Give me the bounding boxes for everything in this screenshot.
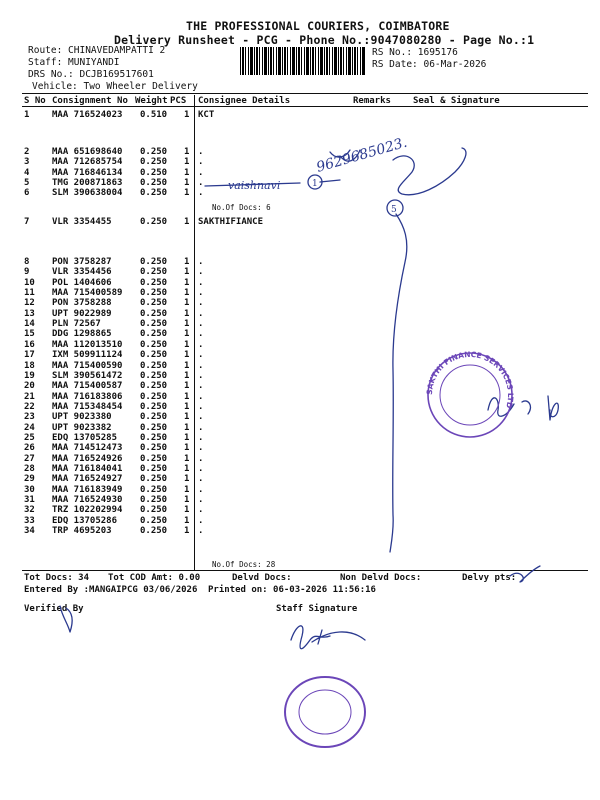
col-consignee: Consignee Details	[198, 96, 291, 106]
row-weight: 0.250	[140, 474, 168, 485]
row-consignee: .	[198, 401, 204, 412]
col-pcs: PCS	[170, 96, 187, 106]
row-weight: 0.250	[140, 308, 168, 319]
row-weight: 0.250	[140, 453, 168, 464]
row-weight: 0.250	[140, 370, 168, 381]
row-consignment: PON 3758287	[52, 257, 112, 267]
row-sno: 14	[24, 319, 35, 330]
row-consignee: .	[198, 360, 204, 371]
row-weight: 0.250	[140, 217, 168, 227]
row-sno: 16	[24, 339, 35, 350]
row-consignment: EDQ 13705285	[52, 432, 118, 443]
row-pcs: 1	[184, 319, 190, 330]
row-pcs: 1	[184, 453, 190, 464]
row-weight: 0.250	[140, 495, 168, 506]
row-pcs: 1	[184, 110, 190, 120]
row-pcs: 1	[184, 474, 190, 485]
col-weight: Weight	[135, 96, 168, 106]
row-sno: 1	[24, 110, 30, 120]
row-consignee: KCT	[198, 110, 215, 120]
row-pcs: 1	[184, 401, 190, 412]
row-consignment: SLM 390638004	[52, 188, 123, 199]
route-label: Route: CHINAVEDAMPATTI 2	[28, 45, 166, 56]
row-consignment: DDG 1298865	[52, 329, 112, 340]
row-weight: 0.510	[140, 110, 168, 120]
row-sno: 10	[24, 277, 35, 288]
row-weight: 0.250	[140, 515, 168, 526]
verified-scribble-icon	[60, 606, 72, 632]
row-sno: 11	[24, 288, 35, 299]
row-consignee: .	[198, 370, 204, 381]
row-weight: 0.250	[140, 360, 168, 371]
stamp-signature-icon	[488, 396, 558, 420]
row-sno: 6	[24, 188, 30, 199]
row-sno: 19	[24, 370, 35, 381]
row-consignment: MAA 714512473	[52, 443, 123, 454]
row-consignment: MAA 715348454	[52, 401, 123, 412]
row-sno: 12	[24, 298, 35, 309]
row-pcs: 1	[184, 147, 190, 157]
row-pcs: 1	[184, 464, 190, 474]
row-pcs: 1	[184, 526, 190, 537]
row-pcs: 1	[184, 308, 190, 319]
group-docs-count-1: No.Of Docs: 6	[212, 203, 271, 212]
row-pcs: 1	[184, 515, 190, 526]
row-consignee: .	[198, 288, 204, 299]
row-pcs: 1	[184, 412, 190, 423]
row-pcs: 1	[184, 339, 190, 350]
row-sno: 9	[24, 267, 30, 278]
row-pcs: 1	[184, 288, 190, 299]
row-sno: 31	[24, 495, 35, 506]
handwritten-phone: 9629685023.	[314, 134, 410, 176]
row-weight: 0.250	[140, 443, 168, 454]
company-title: THE PROFESSIONAL COURIERS, COIMBATORE	[186, 19, 450, 33]
row-consignment: MAA 715400589	[52, 288, 123, 299]
row-weight: 0.250	[140, 401, 168, 412]
row-consignee: .	[198, 319, 204, 330]
row-pcs: 1	[184, 505, 190, 516]
row-pcs: 1	[184, 157, 190, 168]
row-consignee: .	[198, 422, 204, 433]
row-consignee: .	[198, 167, 204, 178]
total-cod: Tot COD Amt: 0.00	[108, 573, 201, 583]
stamp-text: SAKTHI FINANCE SERVICES LTD	[424, 349, 516, 410]
drs-label: DRS No.: DCJB169517601	[28, 69, 154, 80]
row-consignee: .	[198, 329, 204, 340]
row-consignee: .	[198, 147, 204, 157]
row-consignee: .	[198, 339, 204, 350]
row-sno: 33	[24, 515, 35, 526]
entered-by: Entered By :MANGAIPCG 03/06/2026	[24, 585, 198, 595]
row-sno: 34	[24, 526, 35, 537]
row-pcs: 1	[184, 257, 190, 267]
row-consignment: MAA 716184041	[52, 464, 123, 474]
row-consignment: TMG 200871863	[52, 178, 123, 189]
row-weight: 0.250	[140, 319, 168, 330]
row-weight: 0.250	[140, 178, 168, 189]
row-weight: 0.250	[140, 391, 168, 402]
row-pcs: 1	[184, 381, 190, 392]
row-consignment: TRZ 102202994	[52, 505, 123, 516]
row-consignment: VLR 3354455	[52, 217, 112, 227]
do-stamp-icon	[285, 677, 365, 747]
handwritten-name: vaishnavi	[228, 179, 281, 192]
row-consignment: MAA 716183806	[52, 391, 123, 402]
staff-label: Staff: MUNIYANDI	[28, 57, 120, 68]
col-sno: S No	[24, 96, 46, 106]
row-weight: 0.250	[140, 167, 168, 178]
row-consignee: .	[198, 443, 204, 454]
row-weight: 0.250	[140, 267, 168, 278]
row-sno: 24	[24, 422, 35, 433]
row-sno: 26	[24, 443, 35, 454]
row-consignment: POL 1404606	[52, 277, 112, 288]
row-pcs: 1	[184, 350, 190, 361]
row-consignment: PON 3758288	[52, 298, 112, 309]
row-consignment: UPT 9023382	[52, 422, 112, 433]
row-consignment: MAA 716846134	[52, 167, 123, 178]
row-sno: 29	[24, 474, 35, 485]
handwritten-circle-5: 5	[391, 205, 397, 215]
col-remarks: Remarks	[353, 96, 391, 106]
row-pcs: 1	[184, 443, 190, 454]
row-sno: 22	[24, 401, 35, 412]
row-consignee: .	[198, 453, 204, 464]
runsheet-subtitle: Delivery Runsheet - PCG - Phone No.:9047080280 - Page No.:1	[114, 33, 535, 47]
staff-signature-icon	[291, 626, 365, 649]
row-sno: 3	[24, 157, 30, 168]
row-consignee: .	[198, 432, 204, 443]
row-pcs: 1	[184, 370, 190, 381]
row-consignment: VLR 3354456	[52, 267, 112, 278]
row-weight: 0.250	[140, 277, 168, 288]
row-pcs: 1	[184, 360, 190, 371]
row-consignee: .	[198, 515, 204, 526]
col-seal: Seal & Signature	[413, 96, 500, 106]
row-consignee: .	[198, 391, 204, 402]
row-weight: 0.250	[140, 257, 168, 267]
row-pcs: 1	[184, 329, 190, 340]
row-weight: 0.250	[140, 147, 168, 157]
row-sno: 20	[24, 381, 35, 392]
row-consignment: MAA 715400587	[52, 381, 123, 392]
row-weight: 0.250	[140, 350, 168, 361]
row-consignment: MAA 651698640	[52, 147, 123, 157]
signature-scribble-icon	[393, 148, 466, 195]
row-sno: 15	[24, 329, 35, 340]
verified-by: Verified By	[24, 604, 84, 614]
row-pcs: 1	[184, 484, 190, 495]
row-consignee: .	[198, 495, 204, 506]
row-consignment: PLN 72567	[52, 319, 101, 330]
row-sno: 5	[24, 178, 30, 189]
row-pcs: 1	[184, 267, 190, 278]
row-weight: 0.250	[140, 298, 168, 309]
group-docs-count-2: No.Of Docs: 28	[212, 560, 276, 569]
row-weight: 0.250	[140, 157, 168, 168]
row-consignment: MAA 715400590	[52, 360, 123, 371]
row-consignee: .	[198, 308, 204, 319]
row-sno: 8	[24, 257, 30, 267]
row-sno: 25	[24, 432, 35, 443]
row-consignee: .	[198, 464, 204, 474]
row-sno: 13	[24, 308, 35, 319]
row-pcs: 1	[184, 422, 190, 433]
row-consignment: MAA 716524926	[52, 453, 123, 464]
row-consignment: MAA 112013510	[52, 339, 123, 350]
row-consignee: .	[198, 298, 204, 309]
row-weight: 0.250	[140, 432, 168, 443]
row-consignee: .	[198, 412, 204, 423]
row-consignee: .	[198, 526, 204, 537]
row-sno: 18	[24, 360, 35, 371]
row-consignment: MAA 716183949	[52, 484, 123, 495]
row-consignment: EDQ 13705286	[52, 515, 118, 526]
row-consignment: SLM 390561472	[52, 370, 123, 381]
row-consignment: MAA 716524930	[52, 495, 123, 506]
printed-on: Printed on: 06-03-2026 11:56:16	[208, 585, 376, 595]
row-weight: 0.250	[140, 484, 168, 495]
row-weight: 0.250	[140, 381, 168, 392]
staff-signature-label: Staff Signature	[276, 604, 358, 614]
row-pcs: 1	[184, 277, 190, 288]
delivered-docs: Delvd Docs:	[232, 573, 292, 583]
row-weight: 0.250	[140, 422, 168, 433]
delivery-points: Delvy pts:	[462, 573, 517, 583]
row-sno: 17	[24, 350, 35, 361]
row-pcs: 1	[184, 298, 190, 309]
row-sno: 7	[24, 217, 30, 227]
delivery-points-scribble-icon	[510, 566, 540, 582]
row-weight: 0.250	[140, 288, 168, 299]
total-docs: Tot Docs: 34	[24, 573, 90, 583]
row-weight: 0.250	[140, 329, 168, 340]
row-consignee: .	[198, 381, 204, 392]
row-weight: 0.250	[140, 526, 168, 537]
row-consignee: .	[198, 277, 204, 288]
handwritten-circle-1: 1	[312, 179, 318, 189]
row-sno: 30	[24, 484, 35, 495]
delivery-line-icon	[390, 214, 407, 552]
row-consignee: .	[198, 484, 204, 495]
row-sno: 23	[24, 412, 35, 423]
row-consignee: .	[198, 505, 204, 516]
row-consignee: .	[198, 474, 204, 485]
row-consignee: SAKTHIFIANCE	[198, 217, 264, 227]
row-consignee: .	[198, 178, 204, 189]
row-consignment: TRP 4695203	[52, 526, 112, 537]
row-consignee: .	[198, 350, 204, 361]
row-sno: 32	[24, 505, 35, 516]
row-consignment: IXM 509911124	[52, 350, 123, 361]
row-sno: 28	[24, 464, 35, 474]
row-weight: 0.250	[140, 505, 168, 516]
row-consignee: .	[198, 188, 204, 199]
row-consignment: MAA 716524927	[52, 474, 123, 485]
row-weight: 0.250	[140, 412, 168, 423]
row-consignee: .	[198, 157, 204, 168]
row-pcs: 1	[184, 167, 190, 178]
rs-date: RS Date: 06-Mar-2026	[372, 59, 487, 70]
row-pcs: 1	[184, 495, 190, 506]
row-consignee: .	[198, 267, 204, 278]
row-sno: 2	[24, 147, 30, 157]
row-consignment: MAA 712685754	[52, 157, 123, 168]
row-consignee: .	[198, 257, 204, 267]
row-pcs: 1	[184, 391, 190, 402]
row-consignment: UPT 9022989	[52, 308, 112, 319]
row-weight: 0.250	[140, 188, 168, 199]
row-sno: 21	[24, 391, 35, 402]
row-weight: 0.250	[140, 464, 168, 474]
row-pcs: 1	[184, 178, 190, 189]
col-consignment: Consignment No	[52, 96, 128, 106]
row-weight: 0.250	[140, 339, 168, 350]
row-sno: 27	[24, 453, 35, 464]
row-pcs: 1	[184, 217, 190, 227]
row-consignment: MAA 716524023	[52, 110, 123, 120]
row-pcs: 1	[184, 188, 190, 199]
row-consignment: UPT 9023380	[52, 412, 112, 423]
row-pcs: 1	[184, 432, 190, 443]
rs-number: RS No.: 1695176	[372, 47, 458, 58]
non-delivered-docs: Non Delvd Docs:	[340, 573, 422, 583]
vehicle-label: Vehicle: Two Wheeler Delivery	[32, 81, 198, 92]
row-sno: 4	[24, 167, 30, 178]
